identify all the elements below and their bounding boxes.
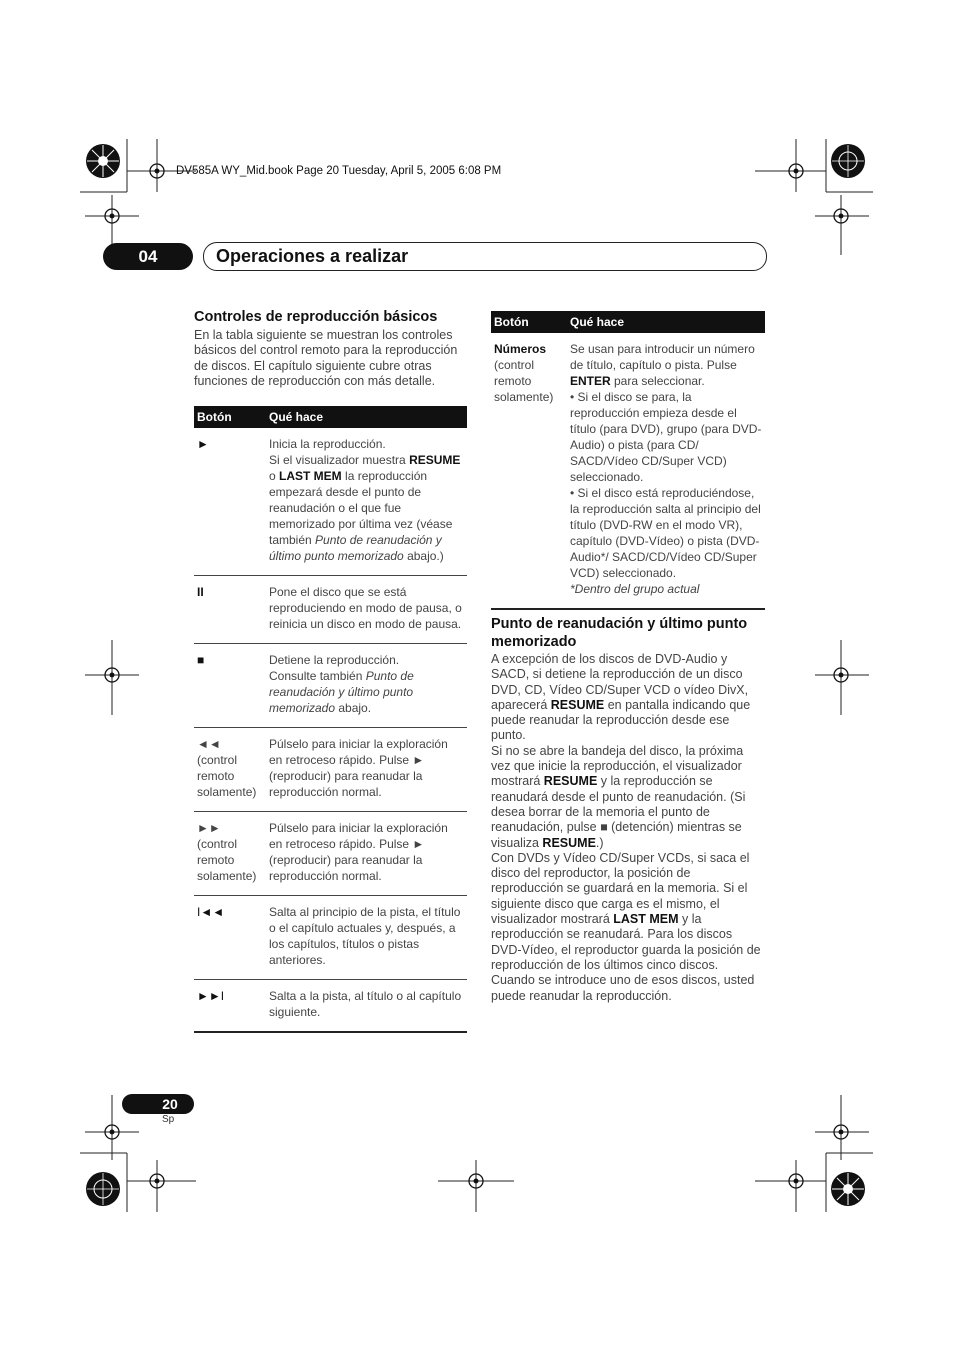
resume-term: RESUME: [543, 774, 598, 789]
button-cell: [194, 728, 266, 812]
resume-paragraph-3: [491, 851, 765, 1004]
table-header-row: [491, 311, 765, 333]
right-column: [491, 311, 765, 1004]
row-description: Púlselo para iniciar la exploración en retroceso rápido. Pulse ► (reproducir) para reanudar la reproducción normal.: [266, 812, 467, 896]
intro-paragraph: En la tabla siguiente se muestran los controles básicos del control remoto para la reproducción de discos. El capítulo siguiente cubre otras funciones de reproducción con más detalle.: [194, 328, 458, 388]
button-note: (control remoto solamente): [494, 358, 554, 404]
desc-text: Detiene la reproducción.: [269, 653, 400, 668]
desc-text: la reproducción empezará desde el punto de reanudación o el que fue memorizado por última vez (véase también: [269, 469, 453, 548]
row-description: Salta a la pista, al título o al capítulo siguiente.: [266, 980, 467, 1033]
book-info: DV585A WY_Mid.book Page 20 Tuesday, April 5, 2005 6:08 PM: [176, 165, 502, 177]
table-row: [194, 428, 467, 576]
cross-reference: Punto de reanudación y último punto memorizado: [269, 533, 442, 564]
table-row: [194, 812, 467, 896]
row-description: [266, 428, 467, 576]
page-language: Sp: [162, 1114, 175, 1125]
button-cell: [491, 333, 567, 609]
resume-paragraph-2: [491, 744, 765, 851]
fast-forward-icon: ►►: [197, 821, 221, 836]
desc-text: o: [269, 469, 280, 484]
table-row: [194, 980, 467, 1033]
resume-term: RESUME: [409, 453, 461, 468]
row-description: Pone el disco que se está reproduciendo en modo de pausa, o reinicia un disco en modo de pausa.: [266, 576, 467, 644]
stop-icon: ■: [194, 644, 266, 728]
table-row: [194, 728, 467, 812]
button-cell: [194, 812, 266, 896]
desc-text: Se usan para introducir un número de título, capítulo o pista. Pulse: [570, 342, 755, 372]
para-text: Con DVDs y Vídeo CD/Super VCDs, si saca el disco del reproductor, la posición de reproducción se guardará en la memoria. Si el siguiente disco que carga es el mismo, el visualizador mostrará: [491, 850, 750, 927]
section-heading-resume: Punto de reanudación y último punto memorizado: [491, 616, 748, 650]
bullet-playing: • Si el disco está reproduciéndose, la reproducción salta al principio del título (DVD-RW en el modo VR), capítulo (DVD-Vídeo) o pista (DVD-Audio*/ SACD/CD/Vídeo CD/Super VCD) seleccionado.: [570, 486, 761, 580]
row-description: Salta al principio de la pista, el título o el capítulo actuales y, después, a los capítulos, títulos o pistas anteriores.: [266, 896, 467, 980]
chapter-title: Operaciones a realizar: [216, 246, 409, 266]
para-text: y la reproducción se reanudará. Para los discos DVD-Vídeo, el reproductor guarda la posición de reproducción de los últimos cinco discos. Cuando se introduce uno de esos discos, usted puede reanudar la reproducción.: [491, 912, 761, 1003]
numbers-table: [491, 311, 765, 610]
button-note: (control remoto solamente): [197, 753, 257, 800]
footnote: *Dentro del grupo actual: [570, 582, 700, 596]
left-column: [194, 308, 467, 1033]
resume-term: RESUME: [550, 697, 605, 712]
row-description: [567, 333, 765, 609]
desc-text: Si el visualizador muestra: [269, 453, 410, 468]
chapter-number: 04: [138, 247, 158, 266]
table-row: [194, 576, 467, 644]
para-text: A excepción de los discos de DVD-Audio y SACD, si detiene la reproducción de un disco DVD, CD, Vídeo CD/Super VCD o vídeo DivX, aparecerá: [491, 652, 749, 712]
resume-term: RESUME: [542, 835, 596, 850]
enter-term: ENTER: [570, 374, 611, 388]
table-header-row: [194, 406, 467, 428]
col-header-action: Qué hace: [266, 406, 467, 428]
table-row: [194, 644, 467, 728]
desc-text: abajo.): [403, 549, 444, 564]
next-icon: ►►I: [194, 980, 266, 1033]
page-number: 20: [162, 1096, 178, 1112]
previous-icon: I◄◄: [194, 896, 266, 980]
row-description: [266, 644, 467, 728]
desc-text: Consulte también: [269, 669, 366, 684]
para-text: en pantalla indicando que puede reanudar la reproducción desde ese punto.: [491, 697, 751, 743]
rewind-icon: ◄◄: [197, 737, 221, 752]
para-text: Si no se abre la bandeja del disco, la próxima vez que inicie la reproducción, el visualizador mostrará: [491, 743, 744, 789]
para-text: y la reproducción se reanudará desde el punto de reanudación. (Si desea borrar de la memoria el punto de reanudación, pulse ■ (detención) mientras se visualiza: [491, 774, 746, 850]
table-row: [491, 333, 765, 609]
numbers-button-label: Números: [494, 342, 547, 356]
desc-text: abajo.: [335, 701, 372, 716]
desc-text: Inicia la reproducción.: [269, 437, 386, 452]
controls-table: [194, 406, 467, 1033]
bullet-stopped: • Si el disco se para, la reproducción empieza desde el título (para DVD), grupo (para DVD-Audio) o pista (para CD/ SACD/Vídeo CD/Super VCD) seleccionado.: [570, 390, 762, 484]
section-heading-basic-controls: Controles de reproducción básicos: [194, 309, 438, 325]
col-header-button: Botón: [194, 406, 266, 428]
table-row: [194, 896, 467, 980]
desc-text: para seleccionar.: [610, 374, 705, 388]
pause-icon: II: [194, 576, 266, 644]
play-icon: ►: [194, 428, 266, 576]
button-note: (control remoto solamente): [197, 837, 257, 884]
resume-paragraph-1: [491, 652, 765, 744]
cross-reference: Punto de reanudación y último punto memorizado: [269, 669, 414, 716]
last-mem-term: LAST MEM: [613, 912, 679, 927]
last-mem-term: LAST MEM: [279, 469, 342, 484]
para-text: .): [595, 835, 604, 850]
col-header-button: Botón: [491, 311, 567, 333]
row-description: Púlselo para iniciar la exploración en retroceso rápido. Pulse ► (reproducir) para reanudar la reproducción normal.: [266, 728, 467, 812]
col-header-action: Qué hace: [567, 311, 765, 333]
